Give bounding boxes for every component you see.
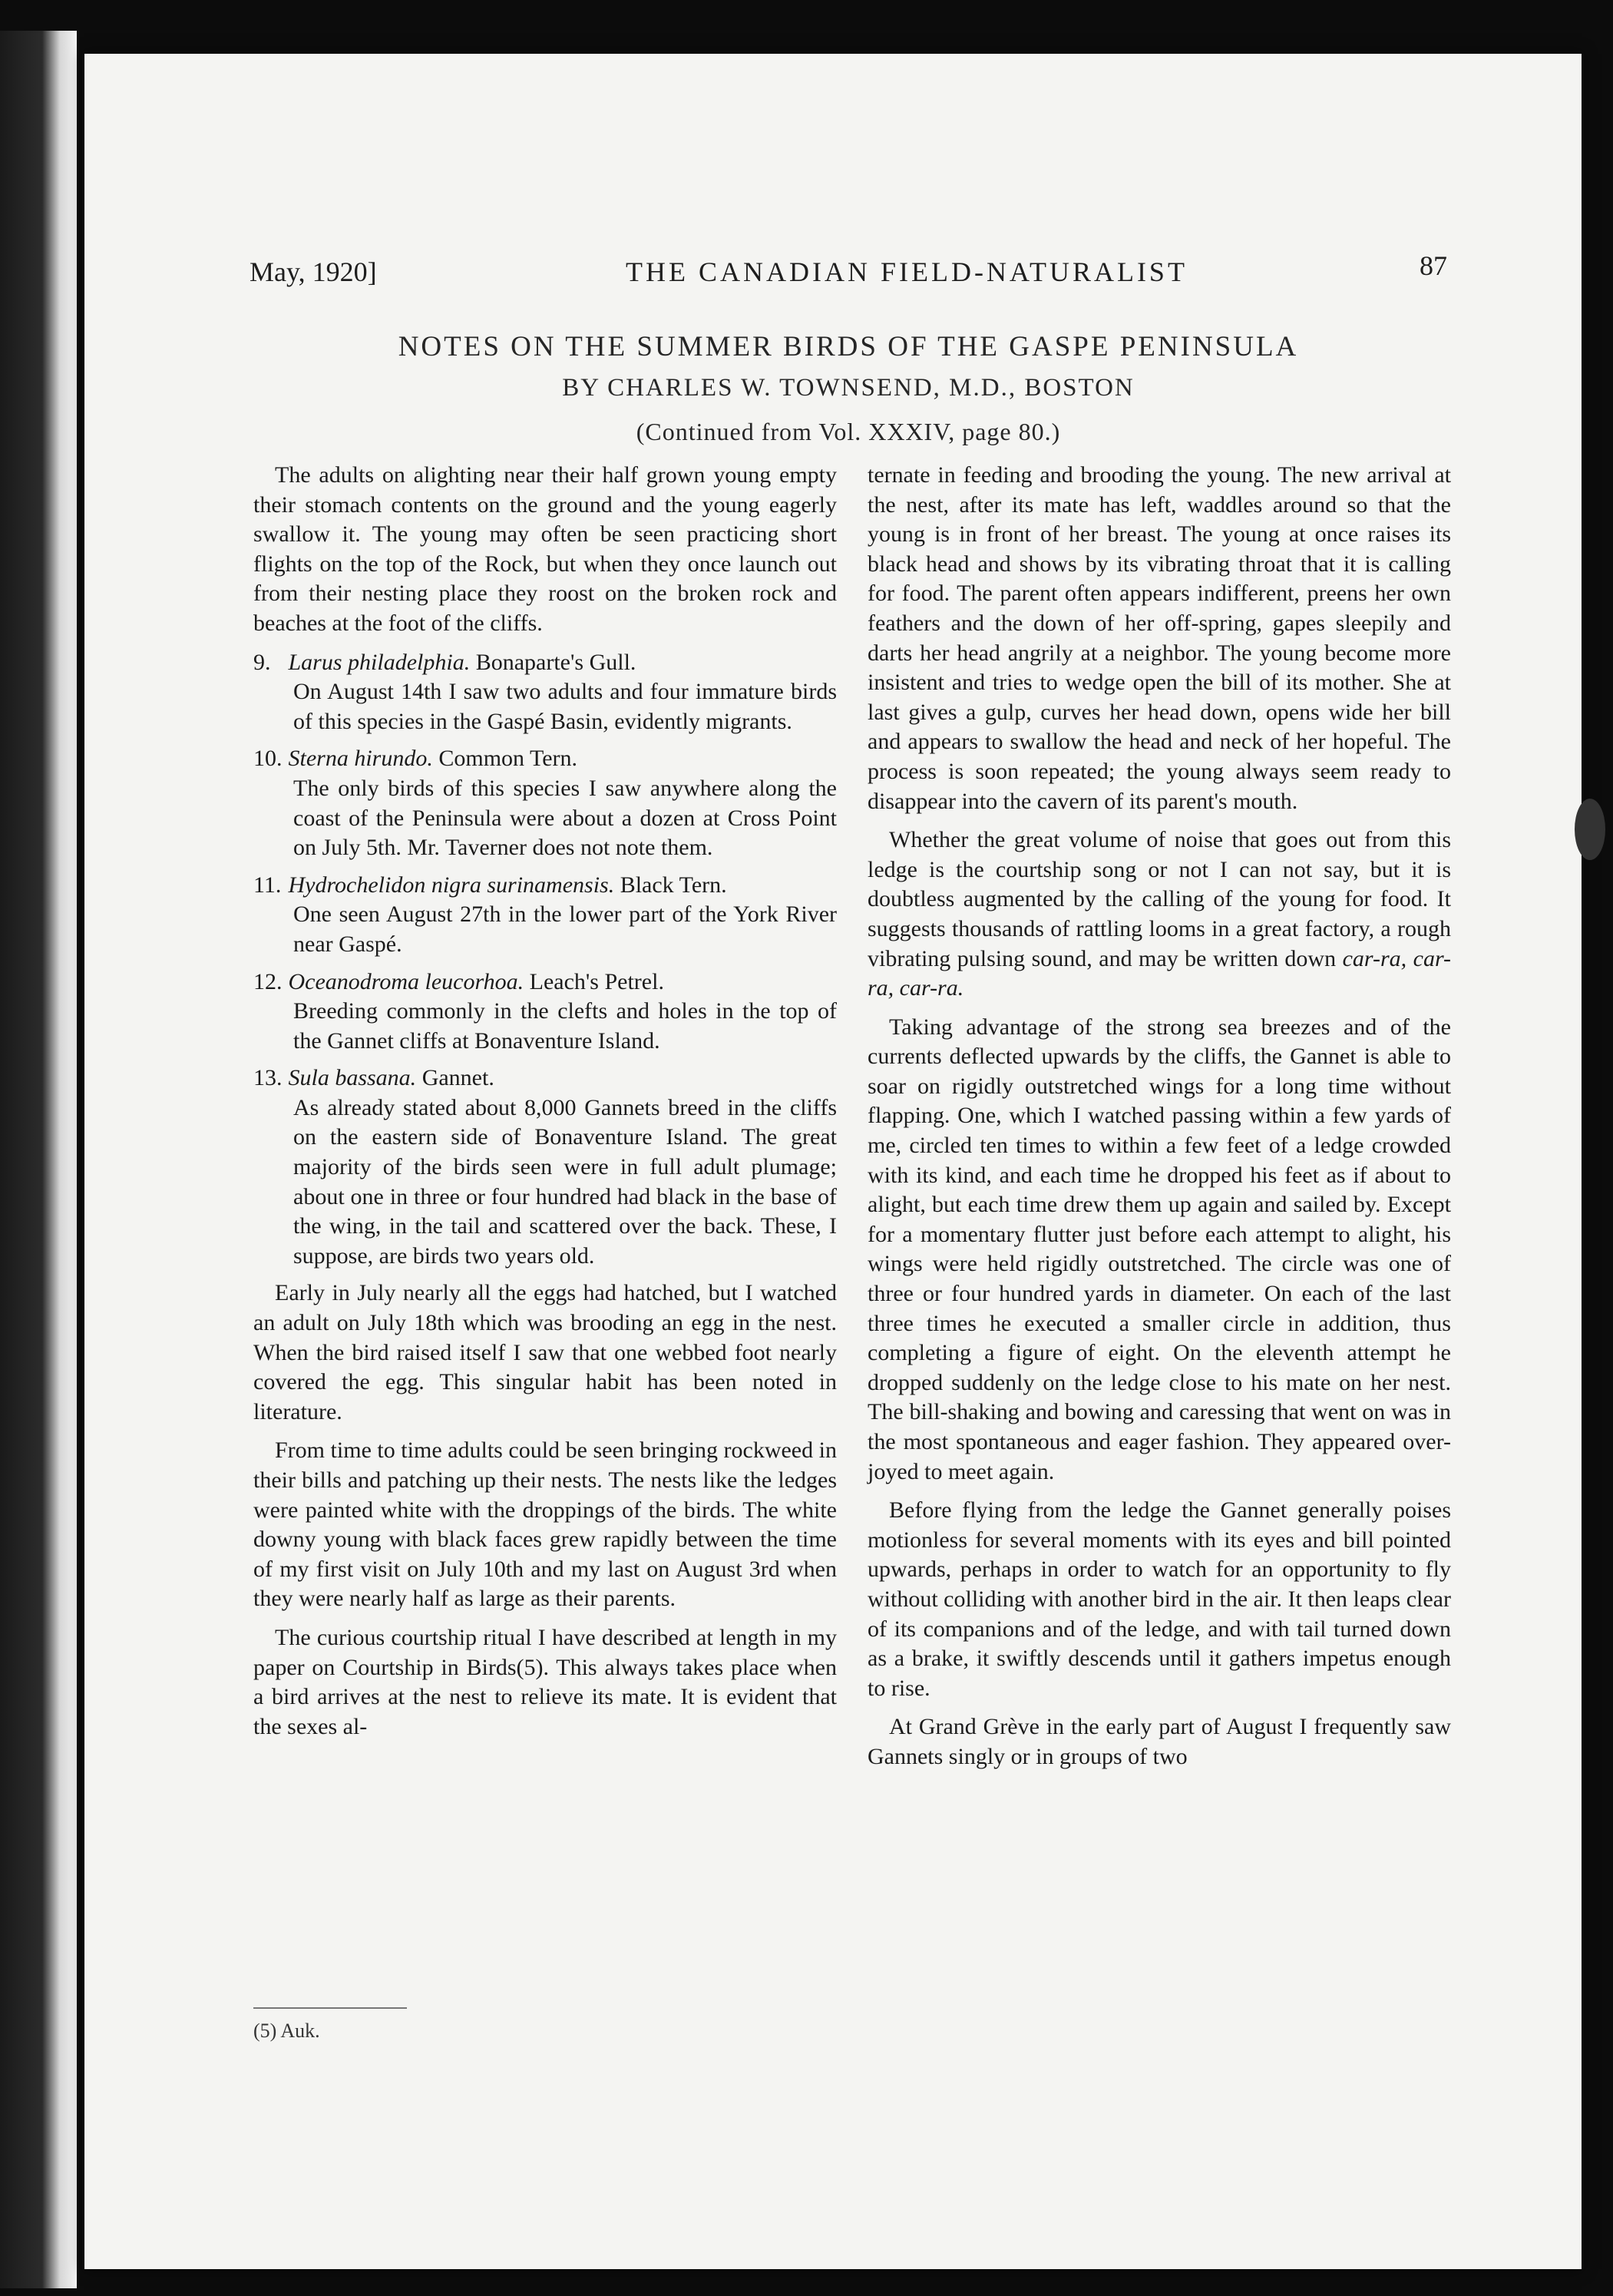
species-text: On August 14th I saw two adults and four immature birds of this species in the Gaspé Basin, evidently migrants. — [293, 679, 837, 734]
footnote: (5) Auk. — [253, 2020, 320, 2042]
issue-date: May, 1920] — [250, 256, 377, 287]
running-head — [250, 250, 1447, 296]
species-entry — [253, 648, 837, 737]
common-name: Common Tern. — [438, 746, 578, 772]
paragraph: Early in July nearly all the eggs had hatched, but I watched an adult on July 18th which was brooding an egg in the nest. When the bird raised itself I saw that one webbed foot nearly covered the egg. This singular habit has been noted in literature. — [253, 1280, 837, 1424]
species-number: 13. — [253, 1065, 283, 1091]
latin-name: Sula bassana. — [288, 1065, 417, 1091]
adjacent-page-edge — [0, 31, 77, 2288]
species-heading — [253, 648, 837, 678]
page-number: 87 — [1420, 250, 1447, 281]
article-title: NOTES ON THE SUMMER BIRDS OF THE GASPE PENINSULA — [398, 331, 1299, 362]
species-entry — [253, 968, 837, 1057]
species-entry — [253, 744, 837, 862]
species-heading — [253, 871, 837, 901]
continued-note: (Continued from Vol. XXXIV, page 80.) — [636, 418, 1061, 445]
species-number: 12. — [253, 968, 283, 994]
latin-name: Oceanodroma leucorhoa. — [288, 968, 524, 994]
footnote-rule — [253, 2007, 407, 2009]
paragraph: Before flying from the ledge the Gannet generally poises motionless for several moments with its eyes and bill pointed upwards, perhaps in order to watch for an opportunity to fly without colliding with another bird in the air. It then leaps clear of its companions and of the ledge, and with tail turned down as a brake, it swiftly descends until it gathers impetus enough to rise. — [868, 1497, 1451, 1701]
common-name: Black Tern. — [620, 872, 727, 898]
species-heading — [253, 968, 837, 997]
species-heading — [253, 744, 837, 774]
paragraph: ternate in feeding and brooding the young. The new arrival at the nest, after its mate has left, waddles around so that the young is in front of her breast. The young at once raises its black head and shows by its vibrating throat that it is calling for food. The parent often appears indifferent, preens her own feathers and the down of her off-spring, gapes sleepily and darts her head angrily at a neighbor. The young become more insistent and tries to wedge open the bill of its mother. She at last gives a gulp, curves her head down, opens wide her bill and appears to swallow the head and neck of her hopeful. The process is soon repeated; the young always seem ready to disappear into the cavern of its parent's mouth. — [868, 462, 1451, 814]
paragraph-text: Whether the great volume of noise that goes out from this ledge is the courtship song or not I can not say, but it is doubtless augmented by the calling of the young for food. It suggests thousands of rattling looms in a great factory, a rough vibrating pulsing sound, and may be written down — [868, 827, 1451, 971]
common-name: Leach's Petrel. — [529, 968, 664, 994]
latin-name: Larus philadelphia. — [288, 649, 471, 675]
species-number: 9. — [253, 649, 271, 675]
left-column — [253, 461, 837, 1751]
species-heading — [253, 1064, 837, 1093]
paragraph: Taking advantage of the strong sea breezes and of the currents deflected upwards by the cliffs, the Gannet is able to soar on rigidly outstretched wings for a long time without flapping. One, which I watched passing within a few yards of me, circled ten times to within a few feet of a ledge crowded with its kind, and each time he dropped his feet as if about to alight, but each time drew them up again and sailed by. Except for a momentary flutter just before each attempt to alight, his wings were held rigidly outstretched. The circle was one of three or four hundred yards in diameter. On each of the last three times he executed a smaller circle in addition, thus completing a figure of eight. On the eleventh attempt he dropped suddenly on the ledge close to his mate on her nest. The bill-shaking and bowing and caressing that went on was in the most spontaneous and eager fashion. They appeared over-joyed to meet again. — [868, 1014, 1451, 1484]
species-number: 11. — [253, 872, 282, 898]
paragraph: From time to time adults could be seen bringing rockweed in their bills and patching up their nests. The nests like the ledges were painted white with the droppings of the birds. The white downy young with black faces grew rapidly between the time of my first visit on July 10th and my last on August 3rd when they were nearly half as large as their parents. — [253, 1437, 837, 1612]
paragraph — [868, 825, 1451, 1004]
article-byline: BY CHARLES W. TOWNSEND, M.D., BOSTON — [562, 374, 1135, 402]
paragraph: The adults on alighting near their half grown young empty their stomach contents on the ground and the young eagerly swallow it. The young may often be seen practicing short flights on the top of the Rock, but when they once launch out from their nesting place they roost on the broken rock and beaches at the foot of the cliffs. — [253, 462, 837, 636]
right-column — [868, 461, 1451, 1782]
scanner-artifact — [1575, 799, 1605, 860]
article-heading — [250, 330, 1447, 446]
species-entry — [253, 1064, 837, 1271]
species-text: One seen August 27th in the lower part of the York River near Gaspé. — [293, 902, 837, 957]
common-name: Bonaparte's Gull. — [475, 649, 636, 675]
species-entry — [253, 871, 837, 960]
paragraph: The curious courtship ritual I have described at length in my paper on Courtship in Birds(5). This always takes place when a bird arrives at the nest to relieve its mate. It is evident that the sexes al- — [253, 1624, 837, 1739]
latin-name: Sterna hirundo. — [288, 746, 433, 772]
species-text: As already stated about 8,000 Gannets breed in the cliffs on the eastern side of Bonaventure Island. The great majority of the birds seen were in full adult plumage; about one in three or four hundred had black in the base of the wing, in the tail and scattered over the back. These, I suppose, are birds two years old. — [293, 1094, 837, 1269]
species-text: Breeding commonly in the clefts and holes in the top of the Gannet cliffs at Bonaventure Island. — [293, 998, 837, 1054]
latin-name: Hydrochelidon nigra surinamensis. — [288, 872, 615, 898]
gannet-call: car-ra, car-ra, car-ra. — [868, 945, 1452, 1001]
species-text: The only birds of this species I saw anywhere along the coast of the Peninsula were about a dozen at Cross Point on July 5th. Mr. Taverner does not note them. — [293, 775, 837, 861]
species-number: 10. — [253, 746, 283, 772]
paragraph: At Grand Grève in the early part of August I frequently saw Gannets singly or in groups of two — [868, 1714, 1451, 1769]
journal-name: THE CANADIAN FIELD-NATURALIST — [626, 256, 1188, 287]
common-name: Gannet. — [421, 1065, 494, 1091]
